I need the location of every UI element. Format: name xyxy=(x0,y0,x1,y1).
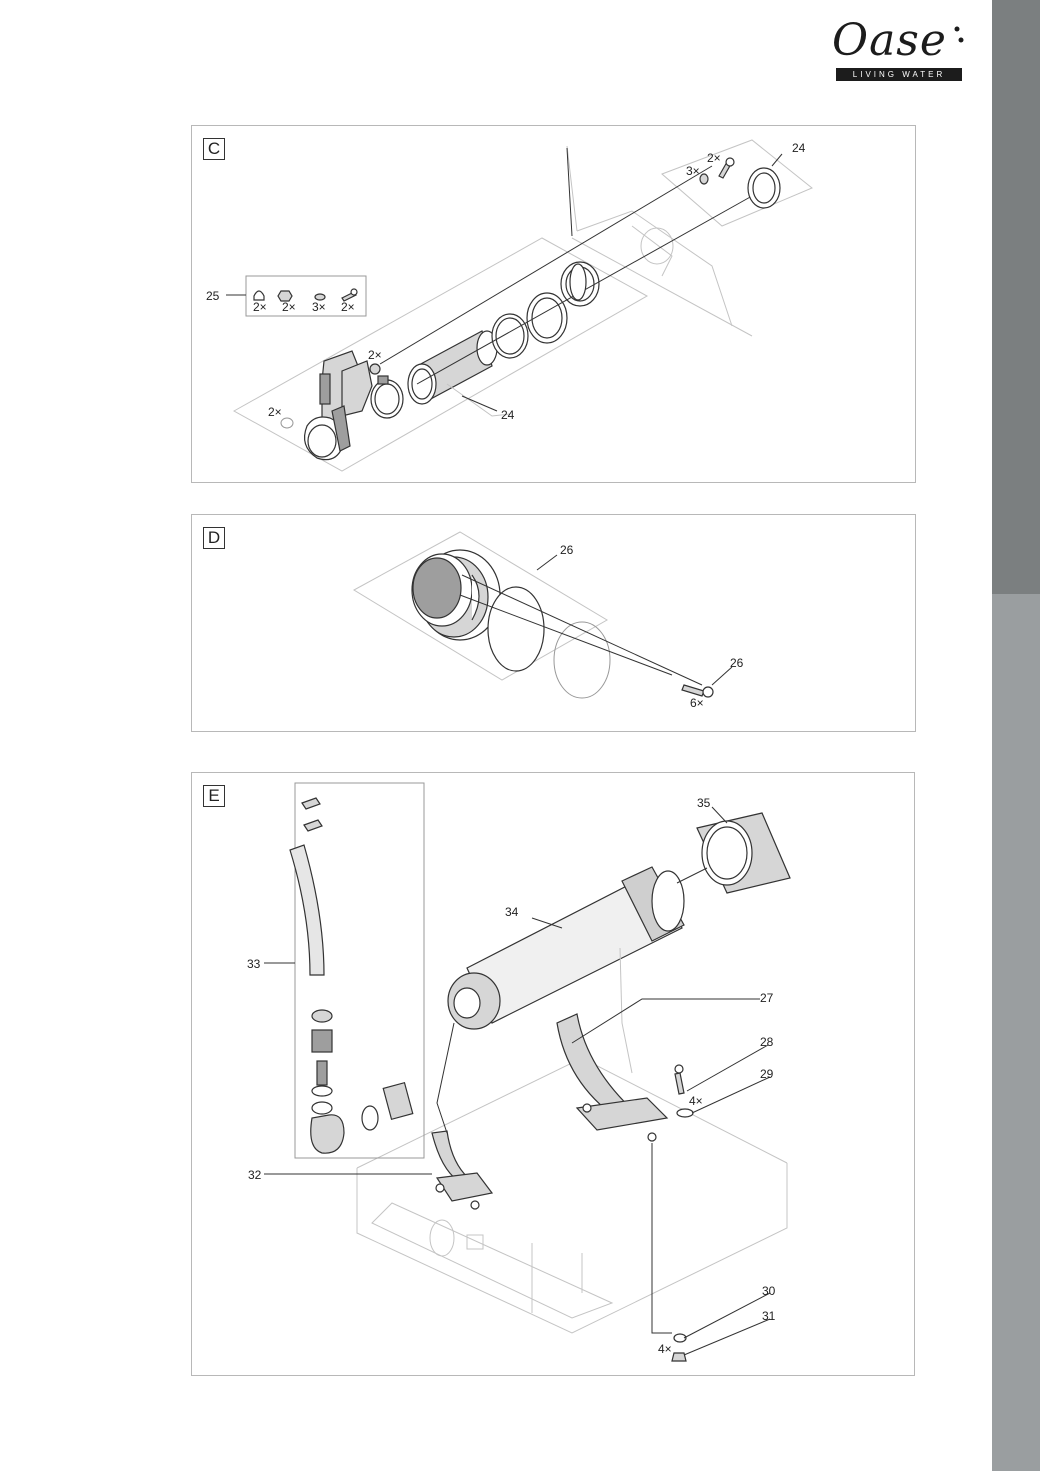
panel-c xyxy=(191,125,916,483)
panel-e-letter: E xyxy=(203,785,225,807)
callout-28: 28 xyxy=(760,1035,774,1049)
qty-cap: 2× xyxy=(268,405,282,419)
callouts-c xyxy=(206,141,806,422)
panel-d xyxy=(191,514,916,732)
logo-wordmark: Oase xyxy=(832,15,947,66)
panel-d-letter: D xyxy=(203,527,225,549)
qty-washer-top: 3× xyxy=(686,164,700,178)
sidebar-tab-light xyxy=(992,594,1040,1471)
qty-screw-top: 2× xyxy=(707,151,721,165)
callout-27: 27 xyxy=(760,991,774,1005)
bracket-32 xyxy=(432,1131,492,1209)
oase-logo xyxy=(826,16,966,84)
kit25-qty-4: 2× xyxy=(341,300,355,314)
flange-26 xyxy=(412,550,500,640)
nozzle-fitting xyxy=(362,1083,413,1130)
callout-34: 34 xyxy=(505,905,519,919)
kit25-qty-3: 3× xyxy=(312,300,326,314)
panel-c-letter: C xyxy=(203,138,225,160)
callout-25: 25 xyxy=(206,289,220,303)
panel-c-drawing xyxy=(192,126,915,482)
nut-and-clamp xyxy=(370,364,403,418)
callout-29: 29 xyxy=(760,1067,774,1081)
top-kit-parts xyxy=(700,158,780,208)
o-ring xyxy=(570,264,586,300)
callout-35: 35 xyxy=(697,796,711,810)
kit25-qty-1: 2× xyxy=(253,300,267,314)
bracket-27 xyxy=(557,1014,667,1141)
sleeve-35 xyxy=(677,813,790,893)
callout-30: 30 xyxy=(762,1284,776,1298)
panel-e-drawing xyxy=(192,773,914,1375)
hose-33 xyxy=(290,798,344,1153)
fasteners-e xyxy=(672,1065,693,1361)
qty-nut31: 4× xyxy=(658,1342,672,1356)
panel-e xyxy=(191,772,915,1376)
callout-26-top: 26 xyxy=(560,543,574,557)
callout-33: 33 xyxy=(247,957,261,971)
callout-24-top: 24 xyxy=(792,141,806,155)
callout-24-bottom: 24 xyxy=(501,408,515,422)
qty-screw28: 4× xyxy=(689,1094,703,1108)
qty-screws-d: 6× xyxy=(690,696,704,710)
callout-32: 32 xyxy=(248,1168,262,1182)
kit25-qty-2: 2× xyxy=(282,300,296,314)
callout-31: 31 xyxy=(762,1309,776,1323)
logo-tagline: LIVING WATER xyxy=(836,68,962,81)
kit-plane-top xyxy=(662,140,812,226)
callout-26-screw: 26 xyxy=(730,656,744,670)
qty-nut: 2× xyxy=(368,348,382,362)
uvc-tube-34 xyxy=(448,867,684,1029)
flange-housing xyxy=(281,351,372,460)
sidebar-tab-dark xyxy=(992,0,1040,594)
panel-d-drawing xyxy=(192,515,915,731)
